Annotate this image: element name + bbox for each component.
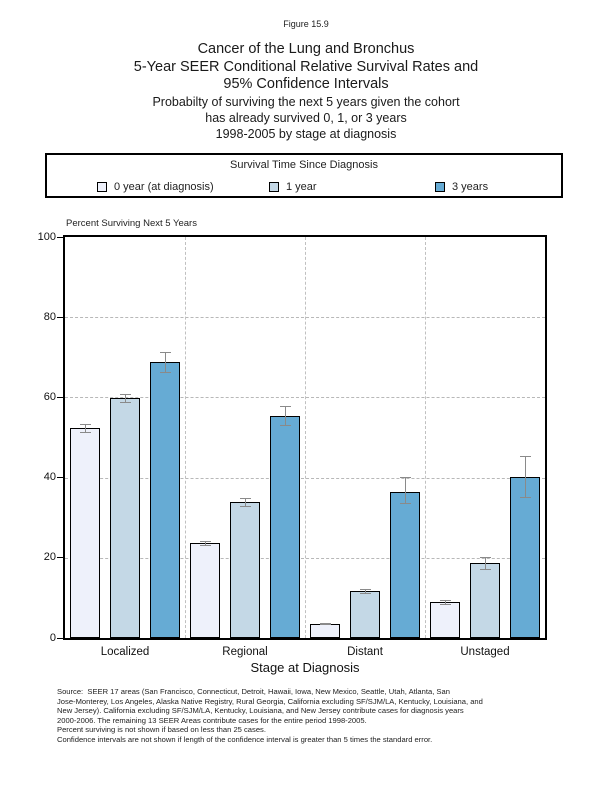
y-tick-label: 40	[43, 471, 56, 484]
title-line-3: 95% Confidence Intervals	[223, 76, 389, 92]
x-category-label: Localized	[100, 646, 150, 658]
error-bar-cap	[160, 352, 171, 353]
footnotes	[57, 687, 483, 745]
legend-swatch-icon	[97, 182, 107, 192]
legend-item	[435, 181, 488, 193]
legend-swatch-icon	[269, 182, 279, 192]
error-bar-cap	[520, 497, 531, 498]
bar-regional-1yr	[230, 502, 260, 638]
bar-distant-1yr	[350, 591, 380, 638]
y-tick-mark	[57, 477, 63, 478]
gridline-vertical	[425, 237, 426, 638]
error-bar-cap	[440, 600, 451, 601]
error-bar-cap	[200, 541, 211, 542]
error-bar-line	[525, 456, 526, 497]
y-tick-label: 60	[43, 390, 56, 403]
y-tick-mark	[57, 638, 63, 639]
error-bar-cap	[480, 557, 491, 558]
y-tick-label: 20	[43, 551, 56, 564]
error-bar-cap	[280, 425, 291, 426]
bar-unstaged-1yr	[470, 563, 500, 638]
error-bar-line	[405, 477, 406, 503]
footnote-line: New Jersey). California excluding SF/SJM/LA, Kentucky, Louisiana, and New Jersey contribute cases for diagnosis years	[57, 706, 464, 716]
error-bar-line	[245, 498, 246, 506]
footnote-line: Confidence intervals are not shown if length of the confidence interval is greater than 5 times the standard error.	[57, 734, 433, 744]
bar-distant-0yr	[310, 624, 340, 638]
gridline-vertical	[305, 237, 306, 638]
y-tick-mark	[57, 317, 63, 318]
bar-unstaged-3yr	[510, 477, 540, 638]
figure-number: Figure 15.9	[283, 19, 329, 29]
bar-regional-3yr	[270, 416, 300, 638]
x-category-label: Distant	[347, 646, 383, 658]
bar-localized-3yr	[150, 362, 180, 638]
x-axis-title: Stage at Diagnosis	[250, 660, 360, 675]
error-bar-cap	[80, 424, 91, 425]
error-bar-cap	[120, 394, 131, 395]
legend-box	[45, 153, 563, 198]
y-tick-label: 0	[49, 631, 56, 644]
error-bar-cap	[480, 569, 491, 570]
error-bar-cap	[80, 432, 91, 433]
legend-title: Survival Time Since Diagnosis	[230, 159, 378, 171]
error-bar-cap	[400, 503, 411, 504]
y-tick-mark	[57, 557, 63, 558]
subtitle-line-3: 1998-2005 by stage at diagnosis	[215, 126, 397, 141]
legend-item-label: 0 year (at diagnosis)	[114, 181, 214, 193]
legend-item-label: 1 year	[286, 181, 317, 193]
y-tick-label: 100	[37, 230, 56, 243]
legend-item-label: 3 years	[452, 181, 489, 193]
footnote-line: Percent surviving is not shown if based on less than 25 cases.	[57, 725, 266, 735]
bar-localized-0yr	[70, 428, 100, 638]
legend-swatch-icon	[435, 182, 445, 192]
error-bar-cap	[320, 624, 331, 625]
error-bar-cap	[200, 545, 211, 546]
gridline-vertical	[185, 237, 186, 638]
y-axis-title: Percent Surviving Next 5 Years	[66, 218, 197, 229]
error-bar-line	[485, 557, 486, 569]
error-bar-line	[125, 394, 126, 402]
bar-localized-1yr	[110, 398, 140, 638]
subtitle-line-2: has already survived 0, 1, or 3 years	[205, 110, 407, 125]
bar-unstaged-0yr	[430, 602, 460, 638]
y-tick-mark	[57, 397, 63, 398]
bar-distant-3yr	[390, 492, 420, 638]
error-bar-cap	[280, 406, 291, 407]
legend-item	[269, 181, 317, 193]
footnote-line: 2000-2006. The remaining 13 SEER Areas contribute cases for the entire period 1998-2005.	[57, 715, 367, 725]
title-line-2: 5-Year SEER Conditional Relative Survival Rates and	[133, 58, 479, 75]
x-category-label: Unstaged	[460, 646, 510, 658]
y-tick-label: 80	[43, 310, 56, 323]
y-tick-mark	[57, 237, 63, 238]
title-line-1: Cancer of the Lung and Bronchus	[197, 41, 415, 57]
error-bar-cap	[400, 477, 411, 478]
figure-header	[0, 19, 612, 142]
error-bar-cap	[160, 372, 171, 373]
footnote-line: Source: SEER 17 areas (San Francisco, Connecticut, Detroit, Hawaii, Iowa, New Mexico, Seattle, Utah, Atlanta, San	[57, 687, 450, 696]
error-bar-cap	[520, 456, 531, 457]
subtitle-line-1: Probabilty of surviving the next 5 years given the cohort	[152, 94, 460, 109]
error-bar-line	[85, 424, 86, 432]
plot-area	[63, 235, 547, 640]
error-bar-line	[165, 352, 166, 372]
bar-regional-0yr	[190, 543, 220, 638]
error-bar-cap	[360, 593, 371, 594]
footnote-line: Jose-Monterey, Los Angeles, Alaska Native Registry, Rural Georgia, California excluding SF/SJM/LA, Kentucky, Louisiana, and	[57, 696, 483, 706]
error-bar-cap	[120, 402, 131, 403]
error-bar-cap	[240, 506, 251, 507]
error-bar-cap	[440, 604, 451, 605]
legend-item	[97, 181, 214, 193]
x-category-label: Regional	[222, 646, 268, 658]
error-bar-cap	[240, 498, 251, 499]
error-bar-line	[285, 406, 286, 425]
error-bar-cap	[360, 589, 371, 590]
